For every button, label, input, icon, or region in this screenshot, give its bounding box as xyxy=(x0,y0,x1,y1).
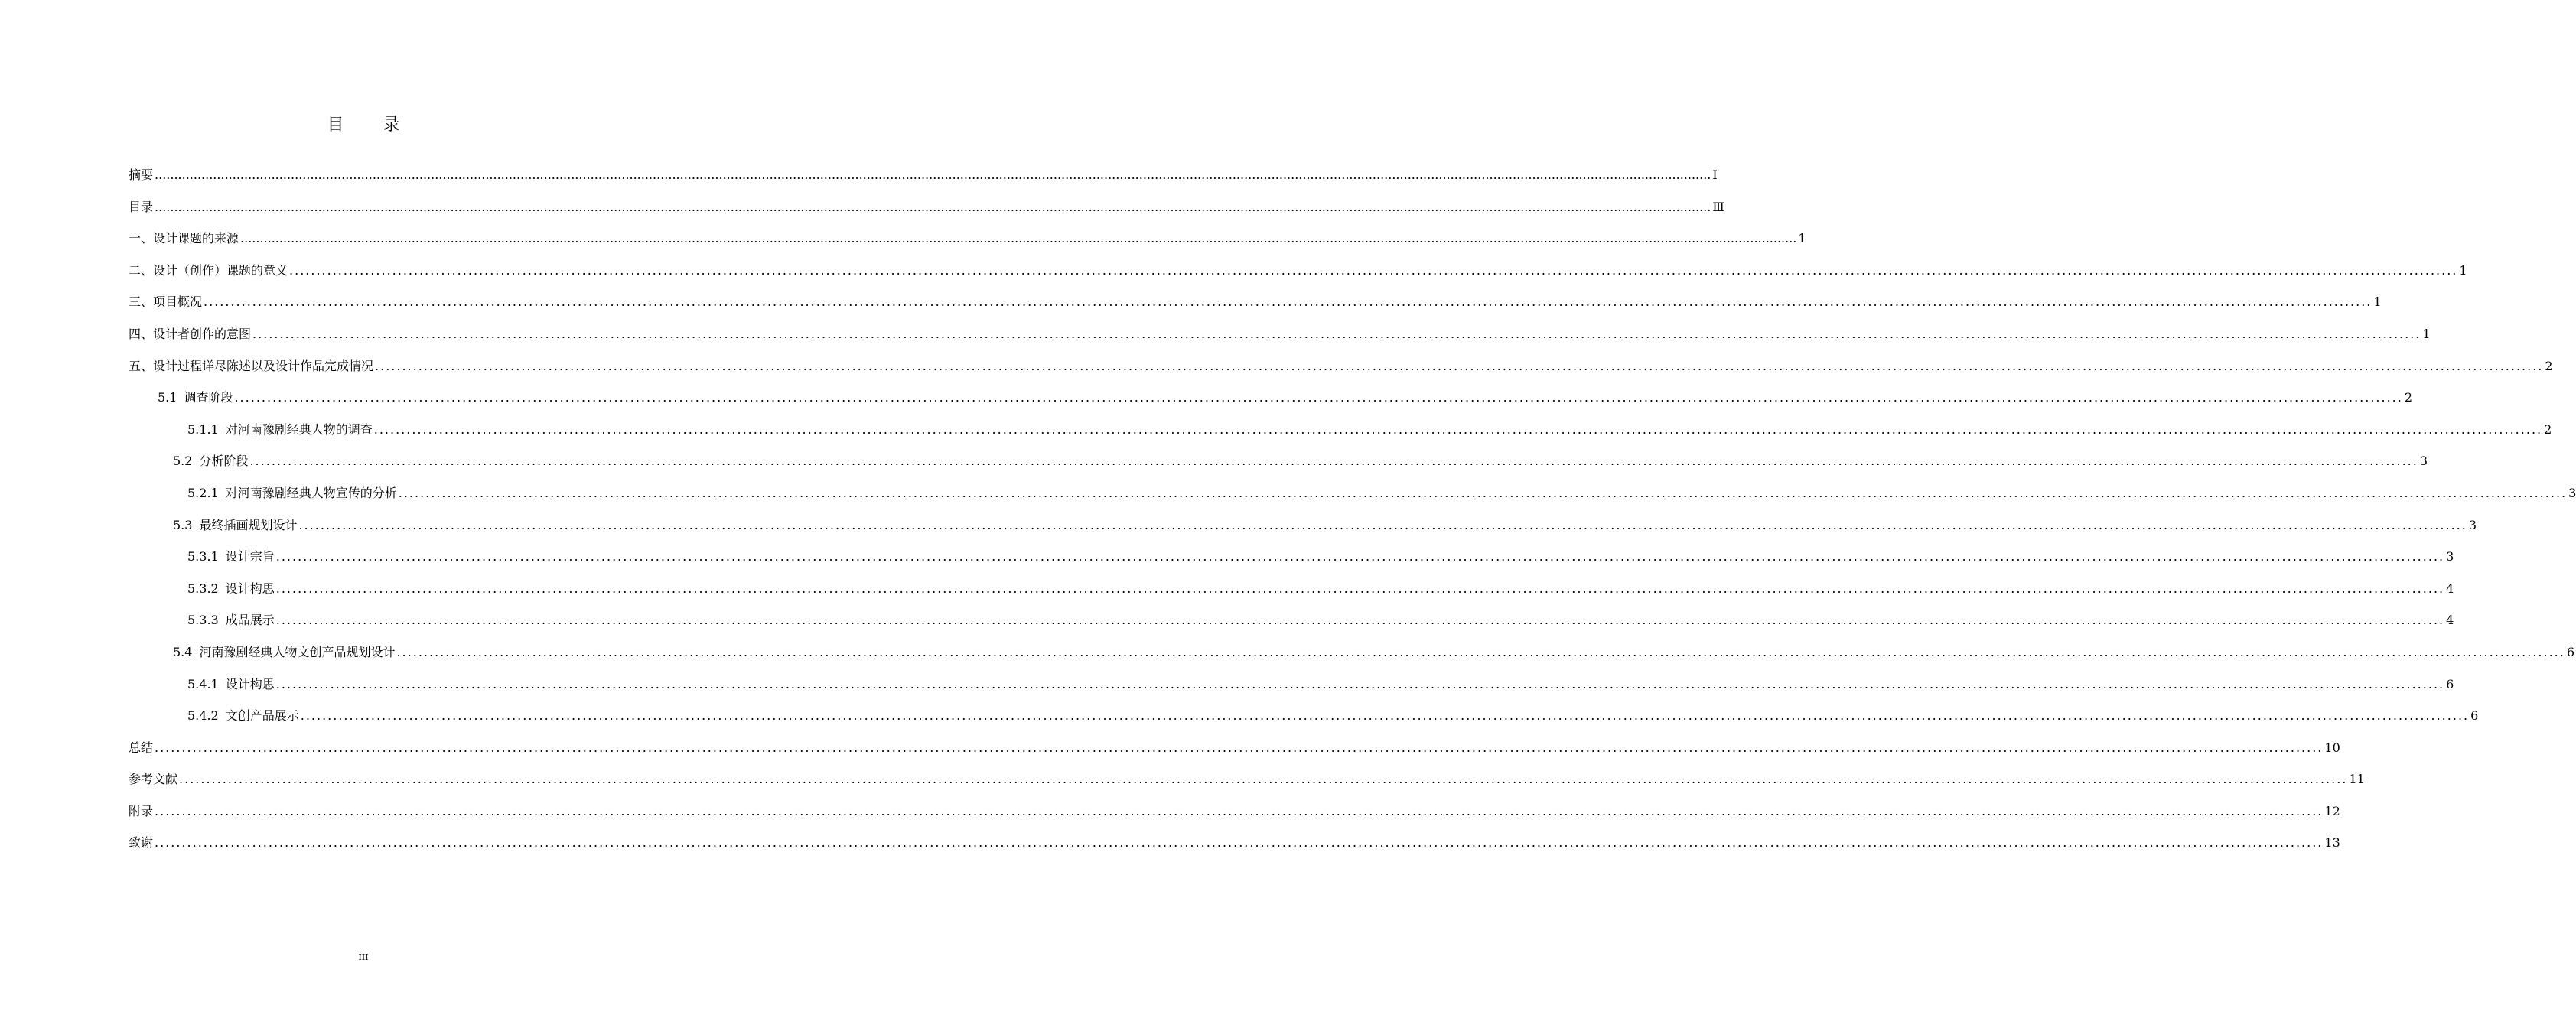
toc-dot-leader: ................................................................................................................................................................................................................................................................................................................................................................................................................ xyxy=(155,803,2324,818)
toc-entry-number: 5.4.1 xyxy=(187,676,219,691)
toc-entry[interactable] xyxy=(129,286,2382,318)
toc-entry[interactable] xyxy=(129,827,2340,859)
toc-entry-page: 3 xyxy=(2568,485,2576,500)
toc-entry-title: 目录 xyxy=(129,199,154,214)
toc-entry-title: 设计宗旨 xyxy=(225,549,275,564)
toc-entry[interactable] xyxy=(129,318,2431,350)
toc-dot-leader: ................................................................................................................................................................................................................................................................................................................................................................................................................ xyxy=(398,485,2568,500)
toc-dot-leader: ................................................................................................................................................................................................................................................................................................................................................................................................................ xyxy=(300,708,2470,724)
toc-dot-leader: ................................................................................................................................................................................................................................................................................................................................................................................................................ xyxy=(234,390,2403,405)
toc-entry-title: 总结 xyxy=(129,740,154,755)
toc-dot-leader: ................................................................................................................................................................................................................................................................................................................................................................................................................ xyxy=(155,199,1711,214)
toc-dot-leader: ................................................................................................................................................................................................................................................................................................................................................................................................................ xyxy=(396,644,2565,659)
toc-dot-leader: ................................................................................................................................................................................................................................................................................................................................................................................................................ xyxy=(204,294,2372,310)
page-title: 目 录 xyxy=(327,115,417,135)
toc-entry-page: 2 xyxy=(2545,358,2553,373)
toc-entry-title: 文创产品展示 xyxy=(225,708,299,724)
toc-entry[interactable] xyxy=(129,604,2454,636)
toc-entry-title: 一、设计课题的来源 xyxy=(129,231,239,246)
toc-entry-page: 1 xyxy=(2373,294,2382,310)
toc-entry[interactable] xyxy=(129,414,2552,446)
toc-entry[interactable] xyxy=(129,445,2428,477)
toc-entry[interactable] xyxy=(129,795,2340,828)
toc-entry[interactable] xyxy=(129,382,2413,414)
toc-dot-leader: ................................................................................................................................................................................................................................................................................................................................................................................................................ xyxy=(275,549,2445,564)
toc-entry-title: 设计构思 xyxy=(225,581,275,596)
toc-entry-page: 3 xyxy=(2419,454,2428,469)
toc-entry-title: 设计构思 xyxy=(225,676,275,691)
toc-entry-page: 2 xyxy=(2404,390,2413,405)
toc-entry[interactable] xyxy=(129,509,2477,542)
toc-dot-leader: ................................................................................................................................................................................................................................................................................................................................................................................................................ xyxy=(298,517,2467,532)
toc-entry[interactable] xyxy=(129,700,2479,732)
toc-entry-page: 6 xyxy=(2446,676,2454,691)
toc-entry-page: 1 xyxy=(2459,262,2467,278)
toc-entry-page: 3 xyxy=(2446,549,2454,564)
toc-dot-leader: ................................................................................................................................................................................................................................................................................................................................................................................................................ xyxy=(373,421,2543,437)
toc-entry-page: 6 xyxy=(2566,644,2575,659)
toc-entry-page: 11 xyxy=(2349,772,2365,787)
toc-entry-title: 成品展示 xyxy=(225,613,275,628)
toc-entry-number: 5.3.3 xyxy=(187,613,219,628)
toc-entry-title: 河南豫剧经典人物文创产品规划设计 xyxy=(199,644,396,659)
toc-dot-leader: ................................................................................................................................................................................................................................................................................................................................................................................................................ xyxy=(240,231,1797,246)
toc-entry-page: 1 xyxy=(1798,231,1806,246)
toc-entry-page: Ⅲ xyxy=(1712,199,1724,214)
toc-entry-title: 分析阶段 xyxy=(199,454,249,469)
toc-entry-title: 四、设计者创作的意图 xyxy=(129,326,252,341)
toc-entry-title: 对河南豫剧经典人物的调查 xyxy=(225,421,373,437)
toc-entry-title: 对河南豫剧经典人物宣传的分析 xyxy=(225,485,397,500)
toc-entry-page: 12 xyxy=(2324,803,2340,818)
toc-entry-title: 五、设计过程详尽陈述以及设计作品完成情况 xyxy=(129,358,374,373)
toc-entry-title: 致谢 xyxy=(129,835,154,851)
table-of-contents xyxy=(129,159,2576,859)
toc-entry-number: 5.4.2 xyxy=(187,708,219,724)
toc-entry[interactable] xyxy=(129,573,2454,605)
toc-dot-leader: ................................................................................................................................................................................................................................................................................................................................................................................................................ xyxy=(249,454,2418,469)
toc-dot-leader: ................................................................................................................................................................................................................................................................................................................................................................................................................ xyxy=(155,835,2324,851)
toc-dot-leader: ................................................................................................................................................................................................................................................................................................................................................................................................................ xyxy=(375,358,2544,373)
toc-entry[interactable] xyxy=(129,191,1724,223)
toc-entry[interactable] xyxy=(129,350,2553,382)
toc-entry-page: 4 xyxy=(2446,613,2454,628)
toc-entry[interactable] xyxy=(129,732,2340,764)
toc-entry-number: 5.3.2 xyxy=(187,581,219,596)
toc-entry[interactable] xyxy=(129,255,2467,287)
toc-entry-page: 4 xyxy=(2446,581,2454,596)
toc-entry[interactable] xyxy=(129,636,2575,669)
toc-entry-page: 3 xyxy=(2468,517,2477,532)
toc-entry[interactable] xyxy=(129,223,1806,255)
toc-entry-title: 三、项目概况 xyxy=(129,294,203,310)
toc-entry-number: 5.2 xyxy=(173,454,193,469)
toc-entry-number: 5.2.1 xyxy=(187,485,219,500)
toc-entry-page: 2 xyxy=(2544,421,2552,437)
toc-entry-page: 6 xyxy=(2470,708,2479,724)
toc-entry[interactable] xyxy=(129,541,2454,573)
toc-entry-title: 最终插画规划设计 xyxy=(199,517,298,532)
toc-entry-title: 调查阶段 xyxy=(184,390,233,405)
toc-entry-page: 10 xyxy=(2324,740,2340,755)
toc-dot-leader: ................................................................................................................................................................................................................................................................................................................................................................................................................ xyxy=(155,740,2324,755)
toc-entry-title: 摘要 xyxy=(129,168,154,182)
toc-dot-leader: ................................................................................................................................................................................................................................................................................................................................................................................................................ xyxy=(179,772,2348,787)
toc-dot-leader: ................................................................................................................................................................................................................................................................................................................................................................................................................ xyxy=(275,581,2445,596)
toc-dot-leader: ................................................................................................................................................................................................................................................................................................................................................................................................................ xyxy=(252,326,2421,341)
toc-entry-title: 参考文献 xyxy=(129,772,178,787)
toc-dot-leader: ................................................................................................................................................................................................................................................................................................................................................................................................................ xyxy=(155,168,1711,182)
toc-entry-page: 13 xyxy=(2324,835,2340,851)
toc-entry-page: Ⅰ xyxy=(1712,168,1718,182)
toc-entry[interactable] xyxy=(129,159,1718,191)
toc-entry-title: 附录 xyxy=(129,803,154,818)
toc-entry-number: 5.3.1 xyxy=(187,549,219,564)
toc-dot-leader: ................................................................................................................................................................................................................................................................................................................................................................................................................ xyxy=(275,676,2445,691)
toc-entry-title: 二、设计（创作）课题的意义 xyxy=(129,262,288,278)
toc-dot-leader: ................................................................................................................................................................................................................................................................................................................................................................................................................ xyxy=(275,613,2445,628)
toc-entry[interactable] xyxy=(129,763,2365,795)
toc-entry-number: 5.4 xyxy=(173,644,193,659)
toc-dot-leader: ................................................................................................................................................................................................................................................................................................................................................................................................................ xyxy=(289,262,2458,278)
toc-entry-number: 5.1.1 xyxy=(187,421,219,437)
page-number: III xyxy=(358,952,369,962)
toc-entry[interactable] xyxy=(129,477,2576,509)
toc-entry[interactable] xyxy=(129,669,2454,701)
toc-entry-number: 5.3 xyxy=(173,517,193,532)
toc-entry-page: 1 xyxy=(2422,326,2431,341)
toc-entry-number: 5.1 xyxy=(158,390,177,405)
